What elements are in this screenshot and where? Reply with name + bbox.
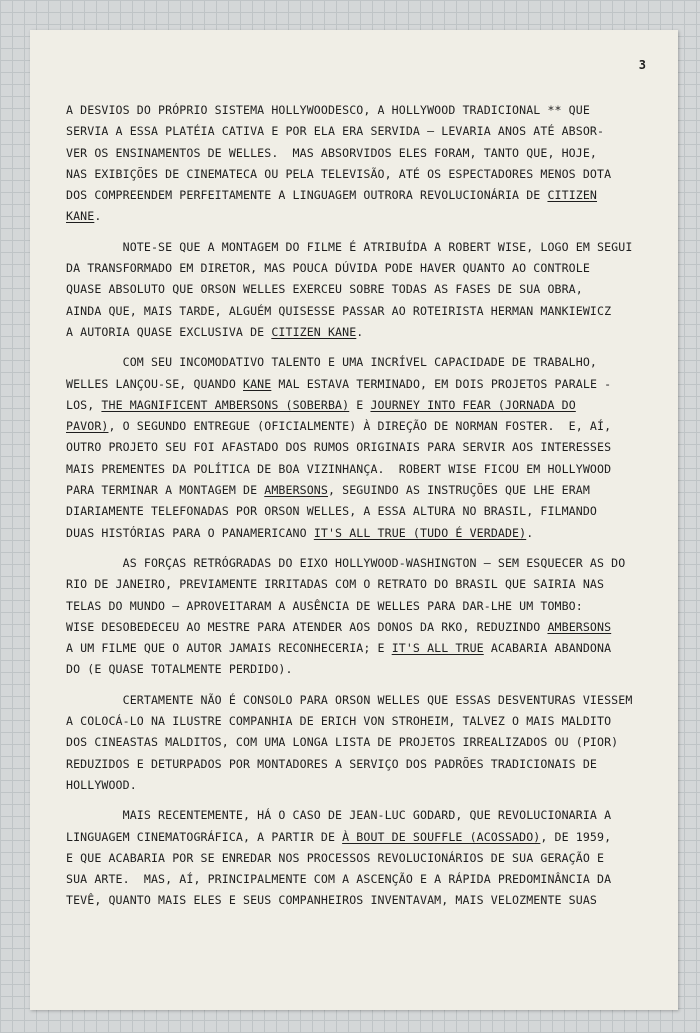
paragraph-gap xyxy=(66,681,658,690)
underlined-title: IT'S ALL TRUE xyxy=(391,641,484,656)
paragraph-gap xyxy=(66,544,658,553)
text-line xyxy=(66,206,658,227)
text-segment: MAIS RECENTEMENTE, HÁ O CASO DE JEAN-LUC GODARD, QUE REVOLUCIONARIA A xyxy=(66,808,612,823)
text-line xyxy=(66,352,658,373)
text-line xyxy=(66,869,658,890)
underlined-title: CITIZEN KANE xyxy=(271,324,357,339)
paragraph-gap xyxy=(66,796,658,805)
text-line xyxy=(66,395,658,416)
text-segment: WISE DESOBEDECEU AO MESTRE PARA ATENDER AOS DONOS DA RKO, REDUZINDO xyxy=(66,619,548,634)
text-segment: SUA ARTE. MAS, AÍ, PRINCIPALMENTE COM A ASCENÇÃO E A RÁPIDA PREDOMINÂNCIA DA xyxy=(66,872,612,887)
text-line xyxy=(66,659,658,680)
text-line xyxy=(66,437,658,458)
text-segment: VER OS ENSINAMENTOS DE WELLES. MAS ABSORVIDOS ELES FORAM, TANTO QUE, HOJE, xyxy=(66,145,598,160)
text-segment: AS FORÇAS RETRÓGRADAS DO EIXO HOLLYWOOD-WASHINGTON — SEM ESQUECER AS DO xyxy=(66,555,626,570)
text-line xyxy=(66,523,658,544)
text-line xyxy=(66,374,658,395)
text-segment: REDUZIDOS E DETURPADOS POR MONTADORES A SERVIÇO DOS PADRÕES TRADICIONAIS DE xyxy=(66,756,598,771)
page-number: 3 xyxy=(638,58,646,72)
text-line xyxy=(66,121,658,142)
text-segment: SERVIA A ESSA PLATÉIA CATIVA E POR ELA ERA SERVIDA — LEVARIA ANOS ATÉ ABSOR- xyxy=(66,124,605,139)
text-segment: A UM FILME QUE O AUTOR JAMAIS RECONHECERIA; E xyxy=(66,641,392,656)
text-segment: . xyxy=(94,209,102,224)
text-segment: OUTRO PROJETO SEU FOI AFASTADO DOS RUMOS ORIGINAIS PARA SERVIR AOS INTERESSES xyxy=(66,440,612,455)
text-segment: DUAS HISTÓRIAS PARA O PANAMERICANO xyxy=(66,525,314,540)
text-segment: DA TRANSFORMADO EM DIRETOR, MAS POUCA DÚVIDA PODE HAVER QUANTO AO CONTROLE xyxy=(66,261,590,276)
underlined-title: KANE xyxy=(66,209,95,224)
text-segment: A COLOCÁ-LO NA ILUSTRE COMPANHIA DE ERICH VON STROHEIM, TALVEZ O MAIS MALDITO xyxy=(66,714,612,729)
text-line xyxy=(66,805,658,826)
text-line xyxy=(66,690,658,711)
text-line xyxy=(66,237,658,258)
text-line xyxy=(66,322,658,343)
text-segment: NOTE-SE QUE A MONTAGEM DO FILME É ATRIBUÍDA A ROBERT WISE, LOGO EM SEGUI xyxy=(66,239,633,254)
text-segment: TEVÊ, QUANTO MAIS ELES E SEUS COMPANHEIROS INVENTAVAM, MAIS VELOZMENTE SUAS xyxy=(66,893,598,908)
text-segment: CERTAMENTE NÃO É CONSOLO PARA ORSON WELLES QUE ESSAS DESVENTURAS VIESSEM xyxy=(66,692,633,707)
text-segment: A AUTORIA QUASE EXCLUSIVA DE xyxy=(66,324,272,339)
text-line xyxy=(66,553,658,574)
text-segment: DOS CINEASTAS MALDITOS, COM UMA LONGA LISTA DE PROJETOS IRREALIZADOS OU (PIOR) xyxy=(66,735,619,750)
text-segment: , DE 1959, xyxy=(540,829,612,844)
text-segment: NAS EXIBIÇÕES DE CINEMATECA OU PELA TELEVISÃO, ATÉ OS ESPECTADORES MENOS DOTA xyxy=(66,166,612,181)
text-line xyxy=(66,638,658,659)
paragraph xyxy=(66,237,658,343)
text-line xyxy=(66,617,658,638)
text-segment: COM SEU INCOMODATIVO TALENTO E UMA INCRÍVEL CAPACIDADE DE TRABALHO, xyxy=(66,355,598,370)
text-segment: LOS, xyxy=(66,397,102,412)
underlined-title: AMBERSONS xyxy=(547,619,612,634)
text-line xyxy=(66,185,658,206)
underlined-title: JOURNEY INTO FEAR (JORNADA DO xyxy=(370,397,576,412)
underlined-title: À BOUT DE SOUFFLE (ACOSSADO) xyxy=(342,829,541,844)
text-line xyxy=(66,143,658,164)
text-line xyxy=(66,890,658,911)
paragraph-gap xyxy=(66,228,658,237)
text-line xyxy=(66,732,658,753)
text-segment: TELAS DO MUNDO — APROVEITARAM A AUSÊNCIA DE WELLES PARA DAR-LHE UM TOMBO: xyxy=(66,598,583,613)
underlined-title: IT'S ALL TRUE (TUDO É VERDADE) xyxy=(313,525,527,540)
underlined-title: KANE xyxy=(243,376,272,391)
text-segment: A DESVIOS DO PRÓPRIO SISTEMA HOLLYWOODESCO, A HOLLYWOOD TRADICIONAL ** QUE xyxy=(66,103,590,117)
text-line xyxy=(66,827,658,848)
text-line xyxy=(66,596,658,617)
text-segment: DOS COMPREENDEM PERFEITAMENTE A LINGUAGEM OUTRORA REVOLUCIONÁRIA DE xyxy=(66,188,548,203)
paragraph xyxy=(66,352,658,544)
text-segment: ACABARIA ABANDONA xyxy=(483,641,612,656)
underlined-title: THE MAGNIFICENT AMBERSONS (SOBERBA) xyxy=(101,397,350,412)
typed-text-body xyxy=(66,100,658,912)
text-line xyxy=(66,164,658,185)
text-line xyxy=(66,416,658,437)
text-segment: MAL ESTAVA TERMINADO, EM DOIS PROJETOS PARALE - xyxy=(271,376,612,391)
text-line xyxy=(66,301,658,322)
text-segment: DIARIAMENTE TELEFONADAS POR ORSON WELLES, A ESSA ALTURA NO BRASIL, FILMANDO xyxy=(66,504,598,519)
text-segment: AINDA QUE, MAIS TARDE, ALGUÉM QUISESSE PASSAR AO ROTEIRISTA HERMAN MANKIEWICZ xyxy=(66,303,612,318)
text-line xyxy=(66,574,658,595)
text-segment: . xyxy=(356,324,364,339)
text-segment: E QUE ACABARIA POR SE ENREDAR NOS PROCESSOS REVOLUCIONÁRIOS DE SUA GERAÇÃO E xyxy=(66,850,605,865)
text-segment: PARA TERMINAR A MONTAGEM DE xyxy=(66,483,265,498)
underlined-title: PAVOR) xyxy=(66,419,109,434)
paragraph xyxy=(66,100,658,228)
paragraph xyxy=(66,690,658,796)
underlined-title: CITIZEN xyxy=(547,188,598,203)
text-line xyxy=(66,848,658,869)
text-segment: RIO DE JANEIRO, PREVIAMENTE IRRITADAS COM O RETRATO DO BRASIL QUE SAIRIA NAS xyxy=(66,577,605,592)
text-segment: , SEGUINDO AS INSTRUÇÕES QUE LHE ERAM xyxy=(327,483,590,498)
text-line xyxy=(66,480,658,501)
text-line xyxy=(66,258,658,279)
typed-page xyxy=(30,30,678,1010)
text-segment: E xyxy=(349,397,371,412)
text-segment: LINGUAGEM CINEMATOGRÁFICA, A PARTIR DE xyxy=(66,829,343,844)
text-line xyxy=(66,754,658,775)
text-segment: HOLLYWOOD. xyxy=(66,777,137,792)
text-segment: WELLES LANÇOU-SE, QUANDO xyxy=(66,376,244,391)
text-line xyxy=(66,459,658,480)
paragraph-gap xyxy=(66,343,658,352)
text-line xyxy=(66,279,658,300)
text-segment: DO (E QUASE TOTALMENTE PERDIDO). xyxy=(66,662,293,677)
paragraph xyxy=(66,805,658,911)
paragraph xyxy=(66,553,658,681)
text-segment: QUASE ABSOLUTO QUE ORSON WELLES EXERCEU SOBRE TODAS AS FASES DE SUA OBRA, xyxy=(66,282,583,297)
text-line xyxy=(66,775,658,796)
underlined-title: AMBERSONS xyxy=(264,483,328,498)
text-line xyxy=(66,100,658,121)
text-segment: MAIS PREMENTES DA POLÍTICA DE BOA VIZINHANÇA. ROBERT WISE FICOU EM HOLLYWOOD xyxy=(66,461,612,476)
text-segment: , O SEGUNDO ENTREGUE (OFICIALMENTE) À DIREÇÃO DE NORMAN FOSTER. E, AÍ, xyxy=(108,419,612,434)
text-segment: . xyxy=(526,525,534,540)
text-line xyxy=(66,711,658,732)
text-line xyxy=(66,501,658,522)
